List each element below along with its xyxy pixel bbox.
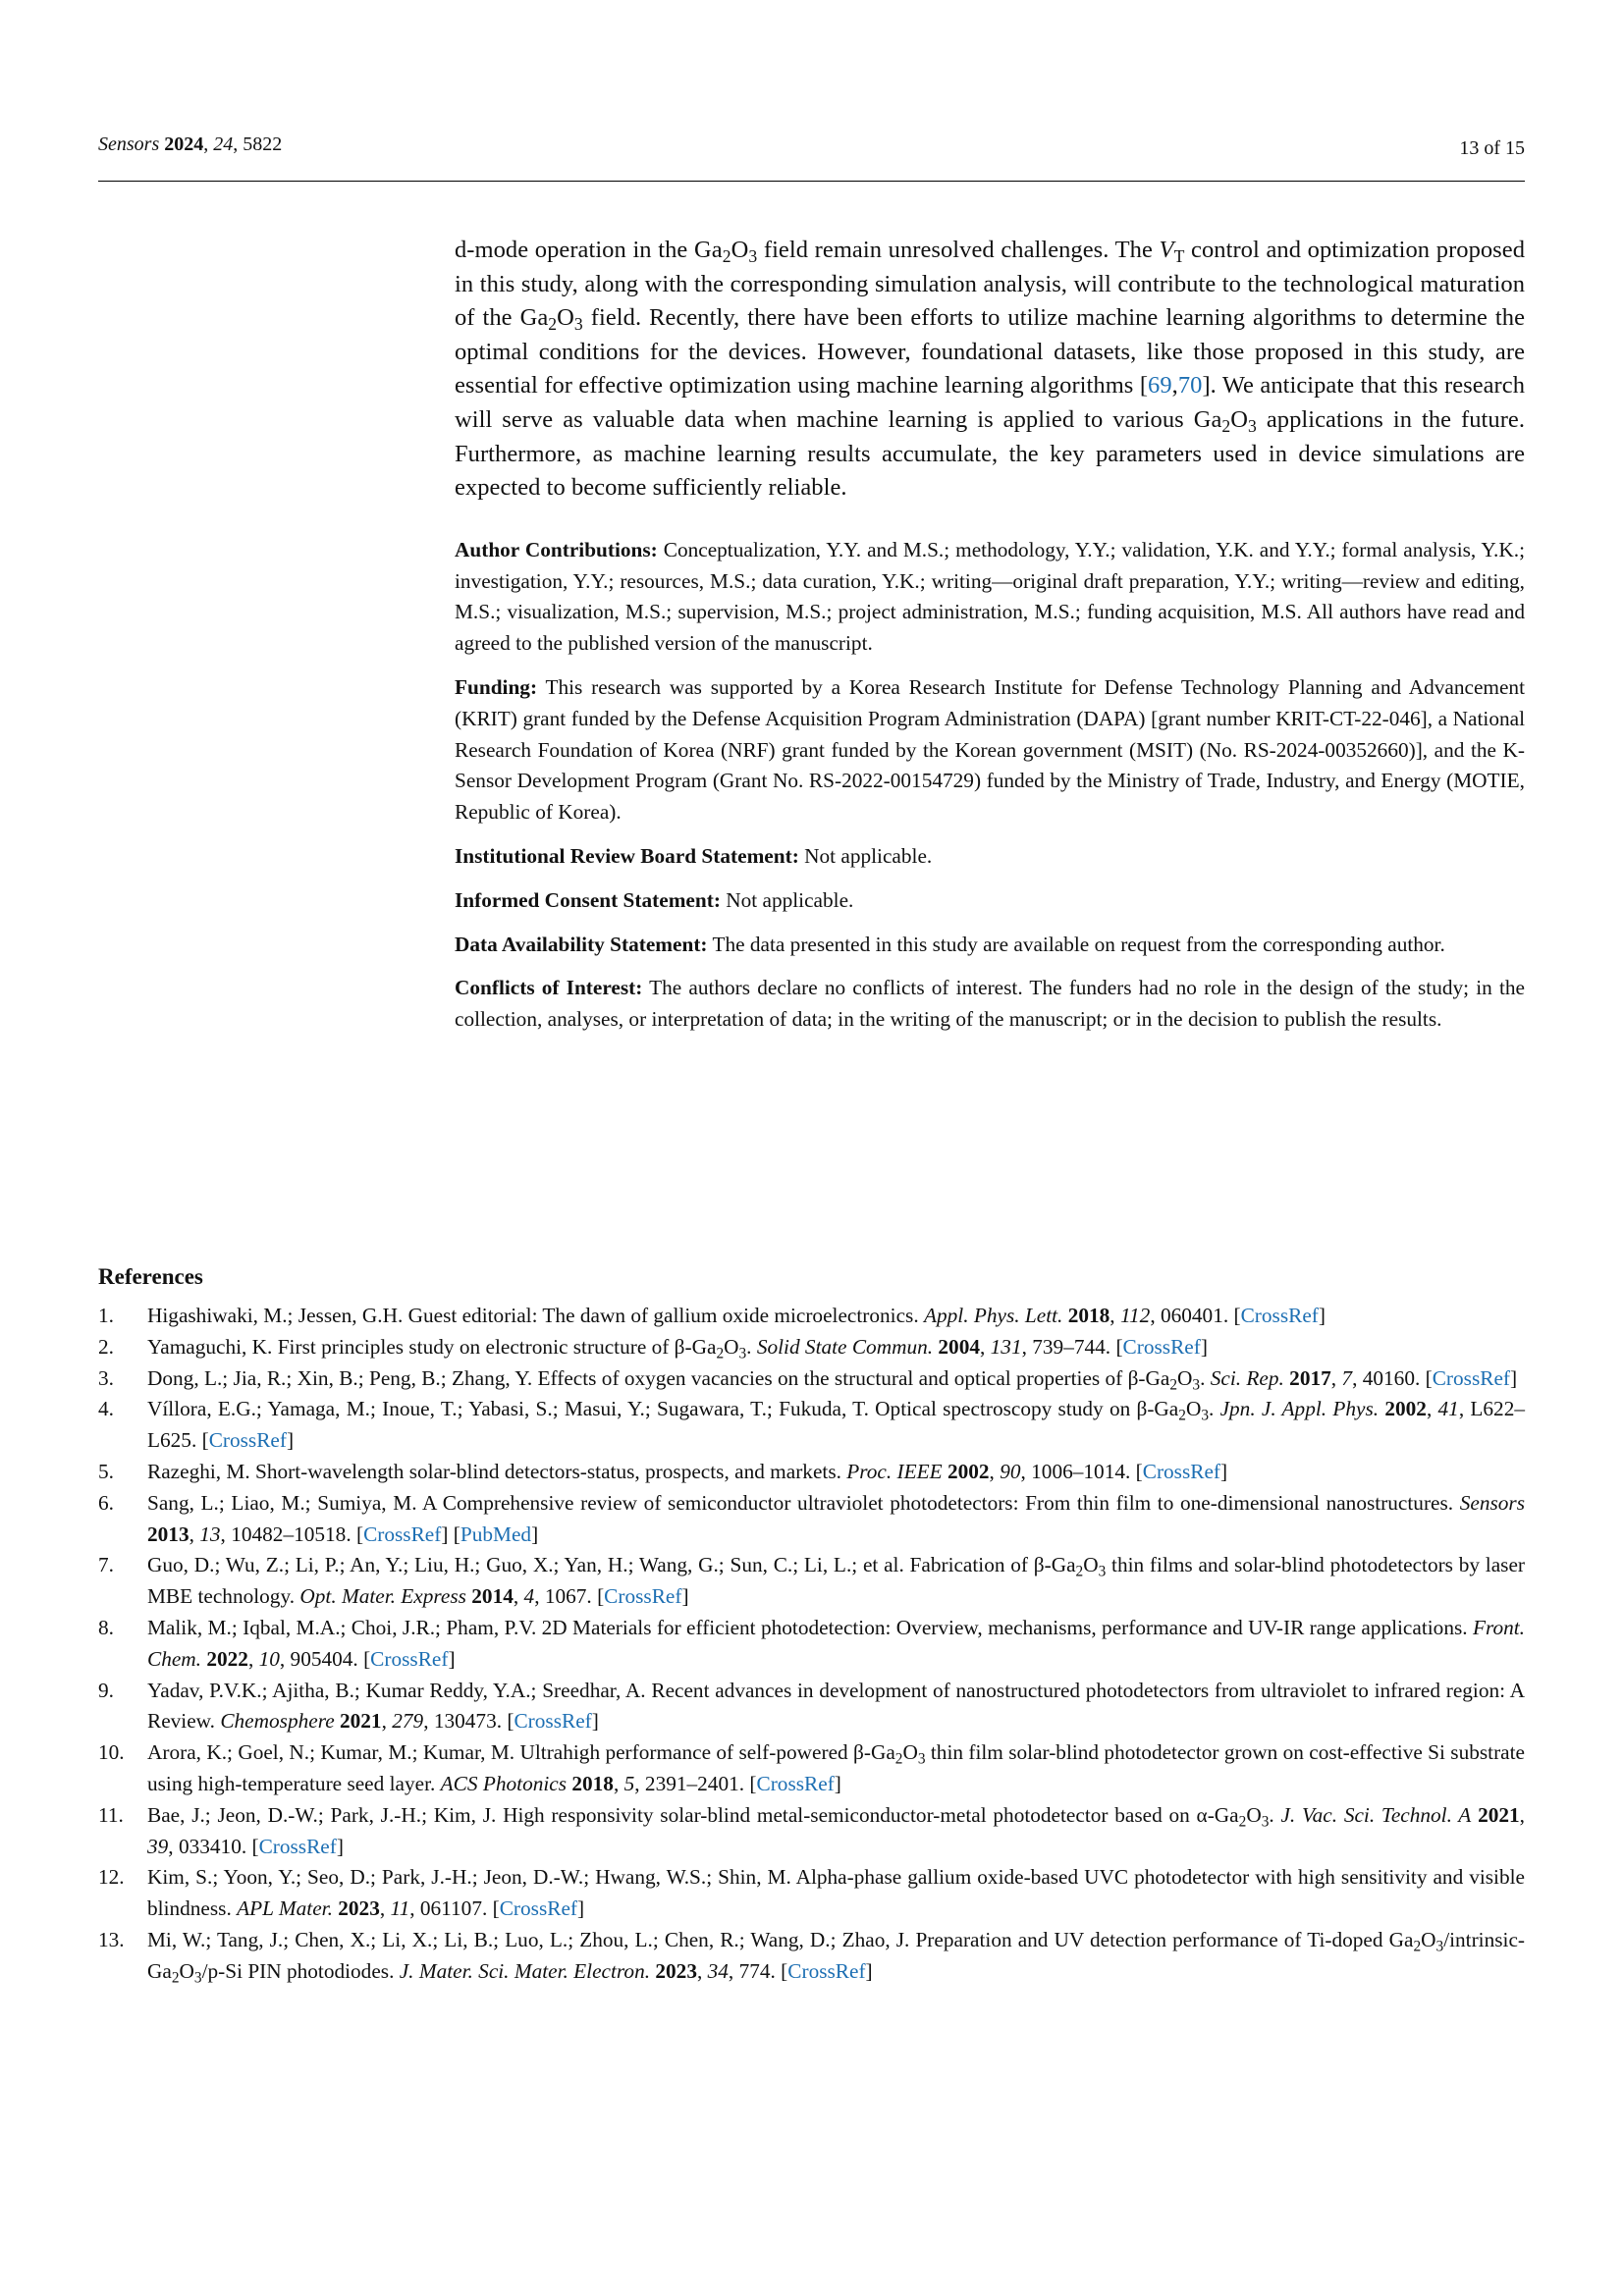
subscript: 2 [1238, 1813, 1247, 1831]
reference-authors-title: Razeghi, M. Short-wavelength solar-blind detectors-status, prospects, and markets. [147, 1459, 847, 1483]
article-number: 5822 [243, 133, 283, 155]
bracket: ] [1510, 1365, 1518, 1390]
reference-journal: Chemosphere [220, 1709, 335, 1734]
bracket: [ [201, 1428, 209, 1453]
bracket: ] [1200, 1334, 1208, 1359]
subscript: 2 [171, 1969, 180, 1987]
conclusion-paragraph: d-mode operation in the $Ga_2O_3$ field remain unresolved challenges. The $V_T$ control and optimization proposed in this study, along with the corresponding simulation analysis, will contribute to the technological maturation of the $Ga_2O_3$ field. Recently, there have been efforts to utilize machine learning algorithms to determine the optimal conditions for the devices. However, foundational datasets, like those proposed in this study, are essential for effective optimization using machine learning algorithms [69,70]. We anticipate that this research will serve as valuable data when machine learning is applied to various $Ga_2O_3$ applications in the future. Furthermore, as machine learning results accumulate, the key parameters used in device simulations are expected to become sufficiently reliable. [455, 237, 1526, 502]
subscript: 2 [894, 1750, 903, 1768]
bracket: [ [355, 1522, 364, 1546]
reference-volume: 10 [258, 1646, 280, 1671]
reference-authors-title: Mi, W.; Tang, J.; Chen, X.; Li, X.; Li, B.; Luo, L.; Zhou, L.; Chen, R.; Wang, D.; Zhao, J. Preparation and UV detection performance of Ti-doped Ga [147, 1927, 1414, 1951]
reference-title-part: thin film solar-blind photodetector grown on cost-effective Si substrate using high-temperature seed layer. [147, 1740, 1525, 1795]
reference-pages: , 739–744. [1021, 1334, 1116, 1359]
crossref-link[interactable]: CrossRef [258, 1834, 337, 1858]
separator: , [1426, 1397, 1438, 1421]
reference-item [98, 1737, 1525, 1800]
reference-volume: 34 [707, 1958, 729, 1983]
reference-item [98, 1457, 1525, 1488]
reference-volume: 112 [1119, 1304, 1151, 1327]
bracket: ] [1318, 1304, 1326, 1327]
crossref-link[interactable]: CrossRef [787, 1958, 866, 1983]
references-heading: References [98, 1264, 203, 1289]
reference-pages: , L622–L625. [147, 1397, 1525, 1453]
bracket: [ [597, 1584, 605, 1609]
bracket: [ [1425, 1365, 1433, 1390]
reference-item [98, 1394, 1525, 1457]
crossref-link[interactable]: CrossRef [1142, 1459, 1221, 1483]
reference-volume: 41 [1437, 1397, 1459, 1421]
subscript: 2 [1169, 1375, 1178, 1393]
crossref-link[interactable]: CrossRef [370, 1646, 449, 1671]
reference-authors-title: Kim, S.; Yoon, Y.; Seo, D.; Park, J.-H.; Jeon, D.-W.; Hwang, W.S.; Shin, M. Alpha-phase gallium oxide-based UVC photodetector with high sensitivity and visible blindness. [147, 1865, 1525, 1921]
data-availability-statement: Data Availability Statement: The data presented in this study are available on request from the corresponding author. [455, 932, 1445, 956]
reference-pages: , 774. [728, 1958, 782, 1983]
formula-part: O [179, 1958, 194, 1983]
author-contributions: Author Contributions: Conceptualization, Y.Y. and M.S.; methodology, Y.Y.; validation, Y.K. and Y.Y.; formal analysis, Y.K.; investigation, Y.Y.; resources, M.S.; data curation, Y.K.; writing—original draft preparation, Y.Y.; writing—review and editing, M.S.; visualization, M.S.; supervision, M.S.; project administration, M.S.; funding acquisition, M.S. All authors have read and agreed to the published version of the manuscript. [455, 537, 1525, 656]
subscript: 2 [716, 1345, 725, 1362]
separator: , [980, 1334, 991, 1359]
reference-volume: 90 [1000, 1459, 1021, 1483]
reference-number: 7. [98, 1553, 114, 1577]
reference-year: 2023 [338, 1896, 380, 1921]
bracket: [ [1135, 1459, 1143, 1483]
reference-journal: Sci. Rep. [1210, 1365, 1284, 1390]
subscript: 3 [1192, 1375, 1201, 1393]
reference-pages: , 060401. [1150, 1304, 1234, 1327]
page-number: 13 of 15 [1459, 137, 1525, 159]
reference-journal: Proc. IEEE [846, 1459, 943, 1483]
reference-volume: 11 [390, 1896, 410, 1921]
reference-number: 3. [98, 1365, 114, 1390]
reference-pages: , 10482–10518. [220, 1522, 356, 1546]
reference-pages: , 033410. [168, 1834, 252, 1858]
reference-year: 2021 [1478, 1802, 1520, 1827]
reference-pages: , 40160. [1352, 1365, 1426, 1390]
reference-year: 2002 [947, 1459, 990, 1483]
reference-number: 4. [98, 1397, 114, 1421]
formula-part: O [1185, 1397, 1202, 1421]
bracket: [ [507, 1709, 514, 1734]
conflicts-of-interest: Conflicts of Interest: The authors declare no conflicts of interest. The funders had no role in the design of the study; in the collection, analyses, or interpretation of data; in the writing of the manuscript; or in the decision to publish the results. [455, 976, 1525, 1032]
reference-journal: APL Mater. [237, 1896, 333, 1921]
reference-year: 2022 [206, 1646, 248, 1671]
reference-year: 2023 [655, 1958, 697, 1983]
reference-volume: 5 [623, 1771, 635, 1795]
reference-pages: , 1067. [534, 1584, 598, 1609]
separator: , [1330, 1365, 1342, 1390]
reference-title-part: /intrinsic-Ga [147, 1927, 1525, 1983]
reference-authors-title: Dong, L.; Jia, R.; Xin, B.; Peng, B.; Zhang, Y. Effects of oxygen vacancies on the structural and optical properties of β-Ga [147, 1365, 1170, 1390]
bracket: ] [591, 1709, 599, 1734]
bracket: ] [286, 1428, 295, 1453]
bracket: ] [448, 1646, 456, 1671]
bracket: [ [749, 1771, 757, 1795]
reference-journal: Front. Chem. [147, 1615, 1525, 1671]
bracket: [ [492, 1896, 500, 1921]
reference-number: 1. [98, 1304, 114, 1327]
reference-pages: , 130473. [423, 1709, 508, 1734]
bracket: [ [363, 1646, 371, 1671]
subscript: 3 [1201, 1407, 1209, 1424]
reference-list [98, 1301, 1525, 1988]
reference-title-part: /p-Si PIN photodiodes. [201, 1958, 400, 1983]
reference-pages: , 061107. [409, 1896, 493, 1921]
subscript: 3 [1435, 1938, 1444, 1955]
reference-item [98, 1363, 1525, 1395]
subscript: 2 [1075, 1563, 1084, 1580]
reference-number: 13. [98, 1927, 125, 1951]
reference-journal: ACS Photonics [440, 1771, 568, 1795]
irb-statement: Institutional Review Board Statement: Not applicable. [455, 843, 933, 868]
reference-journal: Opt. Mater. Express [299, 1584, 466, 1609]
crossref-link[interactable]: CrossRef [514, 1709, 592, 1734]
subscript: 3 [193, 1969, 202, 1987]
formula-part: O [724, 1334, 739, 1359]
header-rule [98, 181, 1525, 182]
reference-item [98, 1301, 1525, 1332]
reference-number: 6. [98, 1490, 114, 1515]
bracket: [ [781, 1958, 788, 1983]
bracket: [ [1115, 1334, 1123, 1359]
subscript: 3 [1098, 1563, 1107, 1580]
reference-authors-title: Sang, L.; Liao, M.; Sumiya, M. A Comprehensive review of semiconductor ultraviolet photodetectors: From thin film to one-dimensional nanostructures. [147, 1490, 1460, 1515]
journal-citation: Sensors 2024, 24, 5822 [98, 133, 283, 155]
reference-journal: Sensors [1459, 1490, 1525, 1515]
references-section [98, 1261, 1525, 1988]
reference-year: 2018 [1067, 1304, 1110, 1327]
journal-volume: 24 [213, 133, 234, 155]
bracket: [ [1233, 1304, 1241, 1327]
reference-title-part: . [1200, 1365, 1211, 1390]
separator: , [1110, 1304, 1120, 1327]
body-column [455, 234, 1525, 1036]
subscript: 3 [1261, 1813, 1270, 1831]
reference-number: 2. [98, 1334, 114, 1359]
reference-volume: 39 [147, 1834, 169, 1858]
reference-title-part: . [746, 1334, 757, 1359]
reference-item [98, 1862, 1525, 1925]
subscript: 2 [1413, 1938, 1422, 1955]
crossref-link[interactable]: CrossRef [363, 1522, 442, 1546]
formula-part: O [1246, 1802, 1262, 1827]
reference-number: 11. [98, 1802, 124, 1827]
reference-journal: Appl. Phys. Lett. [923, 1304, 1063, 1327]
crossref-link[interactable]: CrossRef [1240, 1304, 1319, 1327]
reference-authors-title: Yadav, P.V.K.; Ajitha, B.; Kumar Reddy, Y.A.; Sreedhar, A. Recent advances in development of nanostructured photodetectors from ultraviolet to infrared region: A Review. [147, 1678, 1525, 1734]
reference-journal: J. Vac. Sci. Technol. A [1280, 1802, 1472, 1827]
reference-year: 2021 [339, 1709, 382, 1734]
bracket: ] [681, 1584, 689, 1609]
reference-volume: 7 [1341, 1365, 1353, 1390]
bracket: [ [448, 1522, 460, 1546]
reference-item [98, 1613, 1525, 1676]
informed-consent-statement: Informed Consent Statement: Not applicable. [455, 887, 854, 912]
reference-year: 2013 [147, 1522, 189, 1546]
reference-authors-title: Guo, D.; Wu, Z.; Li, P.; An, Y.; Liu, H.; Guo, X.; Yan, H.; Wang, G.; Sun, C.; Li, L.; et al. Fabrication of β-Ga [147, 1553, 1076, 1577]
separator: , [379, 1896, 391, 1921]
bracket: ] [834, 1771, 841, 1795]
journal-year: 2024 [164, 133, 204, 155]
subscript: 3 [917, 1750, 926, 1768]
bracket: ] [531, 1522, 539, 1546]
reference-number: 9. [98, 1678, 114, 1702]
reference-journal: J. Mater. Sci. Mater. Electron. [399, 1958, 651, 1983]
reference-volume: 4 [523, 1584, 535, 1609]
reference-year: 2004 [938, 1334, 980, 1359]
formula-part: O [1083, 1553, 1099, 1577]
bracket: ] [577, 1896, 585, 1921]
bracket: ] [336, 1834, 344, 1858]
crossref-link[interactable]: CrossRef [604, 1584, 682, 1609]
reference-item [98, 1332, 1525, 1363]
reference-title-part: . [1209, 1397, 1220, 1421]
funding-statement: Funding: This research was supported by a Korea Research Institute for Defense Technology Planning and Advancement (KRIT) grant funded by the Defense Acquisition Program Administration (DAPA) [grant number KRIT-CT-22-046], a National Research Foundation of Korea (NRF) grant funded by the Korean government (MSIT) (No. RS-2024-00352660)], and the K-Sensor Development Program (Grant No. RS-2022-00154729) funded by the Ministry of Trade, Industry, and Energy (MOTIE, Republic of Korea). [455, 674, 1525, 825]
reference-title-part: . [1269, 1802, 1281, 1827]
separator: , [247, 1646, 259, 1671]
formula-part: O [902, 1740, 918, 1765]
reference-item [98, 1488, 1525, 1551]
reference-item [98, 1676, 1525, 1738]
separator: , [381, 1709, 393, 1734]
bracket: [ [251, 1834, 259, 1858]
pubmed-link[interactable]: PubMed [460, 1522, 532, 1546]
reference-authors-title: Bae, J.; Jeon, D.-W.; Park, J.-H.; Kim, J. High responsivity solar-blind metal-semiconductor-metal photodetector based on α-Ga [147, 1802, 1239, 1827]
separator: , [189, 1522, 200, 1546]
separator: , [613, 1771, 624, 1795]
crossref-link[interactable]: CrossRef [499, 1896, 577, 1921]
separator: , [989, 1459, 1001, 1483]
reference-journal: Jpn. J. Appl. Phys. [1219, 1397, 1380, 1421]
subscript: 3 [738, 1345, 747, 1362]
crossref-link[interactable]: CrossRef [1432, 1365, 1510, 1390]
separator: , [513, 1584, 524, 1609]
reference-number: 8. [98, 1615, 114, 1639]
reference-number: 5. [98, 1459, 114, 1483]
separator: , [1519, 1802, 1525, 1827]
citation-link-69[interactable]: 69 [1148, 372, 1172, 400]
reference-authors-title: Yamaguchi, K. First principles study on electronic structure of β-Ga [147, 1334, 717, 1359]
reference-pages: , 905404. [279, 1646, 364, 1671]
reference-authors-title: Arora, K.; Goel, N.; Kumar, M.; Kumar, M. Ultrahigh performance of self-powered β-Ga [147, 1740, 895, 1765]
crossref-link[interactable]: CrossRef [1122, 1334, 1201, 1359]
reference-item [98, 1800, 1525, 1863]
reference-authors-title: Higashiwaki, M.; Jessen, G.H. Guest editorial: The dawn of gallium oxide microelectronics. [147, 1304, 924, 1327]
reference-pages: , 2391–2401. [634, 1771, 750, 1795]
reference-volume: 13 [199, 1522, 221, 1546]
reference-number: 12. [98, 1865, 125, 1890]
reference-volume: 131 [990, 1334, 1022, 1359]
formula-part: O [1177, 1365, 1193, 1390]
reference-year: 2014 [471, 1584, 514, 1609]
reference-authors-title: Víllora, E.G.; Yamaga, M.; Inoue, T.; Yabasi, S.; Masui, Y.; Sugawara, T.; Fukuda, T. Optical spectroscopy study on β-Ga [147, 1397, 1179, 1421]
reference-year: 2017 [1289, 1365, 1331, 1390]
subscript: 2 [1178, 1407, 1186, 1424]
crossref-link[interactable]: CrossRef [756, 1771, 835, 1795]
reference-year: 2002 [1384, 1397, 1427, 1421]
running-header [98, 133, 1525, 163]
reference-item [98, 1550, 1525, 1613]
bracket: ] [441, 1522, 449, 1546]
reference-journal: Solid State Commun. [756, 1334, 934, 1359]
reference-title-part: thin films and solar-blind photodetectors by laser MBE technology. [147, 1553, 1525, 1609]
reference-number: 10. [98, 1740, 125, 1765]
reference-volume: 279 [392, 1709, 424, 1734]
bracket: ] [865, 1958, 873, 1983]
citation-link-70[interactable]: 70 [1177, 372, 1203, 400]
reference-authors-title: Malik, M.; Iqbal, M.A.; Choi, J.R.; Pham, P.V. 2D Materials for efficient photodetection: Overview, mechanisms, performance and UV-IR range applications. [147, 1615, 1473, 1639]
reference-item [98, 1925, 1525, 1988]
formula-part: O [1421, 1927, 1436, 1951]
reference-year: 2018 [571, 1771, 614, 1795]
bracket: ] [1220, 1459, 1228, 1483]
journal-name: Sensors [98, 133, 160, 155]
crossref-link[interactable]: CrossRef [208, 1428, 287, 1453]
reference-pages: , 1006–1014. [1020, 1459, 1136, 1483]
separator: , [696, 1958, 708, 1983]
